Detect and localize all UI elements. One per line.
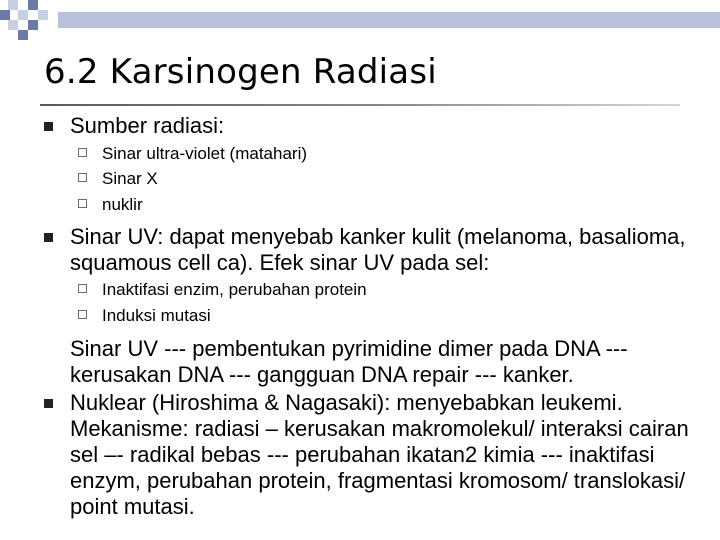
sub-bullet (102, 305, 211, 327)
sub-bullet-text: Inaktifasi enzim, perubahan protein (102, 280, 367, 299)
bullet-sumber-radiasi (70, 113, 690, 139)
sub-bullet (102, 143, 307, 165)
sub-bullet-text: nuklir (102, 195, 143, 214)
bullet-text: Nuklear (Hiroshima & Nagasaki): menyebabkan leukemi. Mekanisme: radiasi – kerusakan makromolekul/ interaksi cairan sel –- radikal bebas --- perubahan ikatan2 kimia --- inaktifasi enzym, perubahan protein, fragmentasi kromosom/ translokasi/ point mutasi. (70, 390, 689, 519)
hollow-square-bullet-icon (78, 199, 87, 208)
square-bullet-icon (44, 233, 53, 242)
bullet-nuklear (70, 390, 690, 520)
hollow-square-bullet-icon (78, 310, 87, 319)
uv-mechanism-text: Sinar UV --- pembentukan pyrimidine dimer pada DNA --- kerusakan DNA --- gangguan DNA repair --- kanker. (70, 336, 628, 387)
sub-bullet-text: Sinar ultra-violet (matahari) (102, 144, 308, 163)
sub-bullet-text: Induksi mutasi (102, 306, 211, 325)
sub-bullet-text: Sinar X (102, 169, 158, 188)
bullet-sinar-uv (70, 224, 690, 276)
square-bullet-icon (44, 122, 53, 131)
sub-bullet (102, 168, 158, 190)
square-bullet-icon (44, 399, 53, 408)
sub-bullet (102, 194, 143, 216)
sub-bullet (102, 279, 367, 301)
hollow-square-bullet-icon (78, 148, 87, 157)
bullet-text: Sumber radiasi: (70, 113, 225, 138)
hollow-square-bullet-icon (78, 284, 87, 293)
bullet-text: Sinar UV: dapat menyebab kanker kulit (melanoma, basalioma, squamous cell ca). Efek sinar UV pada sel: (70, 224, 686, 275)
slide-title: 6.2 Karsinogen Radiasi (44, 52, 437, 92)
hollow-square-bullet-icon (78, 173, 87, 182)
